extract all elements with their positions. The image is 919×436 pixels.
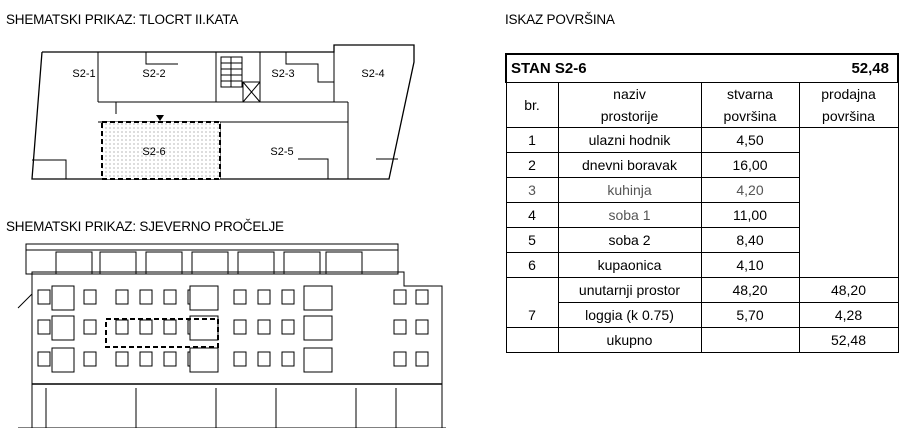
total-name: ukupno — [558, 328, 701, 353]
unit-label-s2-2: S2-2 — [142, 68, 166, 80]
interior-name: unutarnji prostor — [558, 278, 701, 303]
facade-balcony — [190, 286, 218, 310]
column-header-actual-1: stvarna — [701, 83, 799, 106]
column-header-no: br. — [506, 83, 558, 128]
facade-window — [84, 290, 96, 304]
floor-plan-drawing — [28, 42, 418, 187]
unit-label-s2-3: S2-3 — [271, 68, 295, 80]
facade-heading: SHEMATSKI PRIKAZ: SJEVERNO PROČELJE — [6, 219, 284, 234]
interior-sale-area: 48,20 — [799, 278, 898, 303]
room-sale-area-blank — [799, 128, 898, 278]
facade-window — [38, 320, 50, 334]
facade-window — [140, 320, 152, 334]
facade-window — [258, 290, 270, 304]
floor-plan-heading: SHEMATSKI PRIKAZ: TLOCRT II.KATA — [6, 12, 239, 27]
room-no: 2 — [506, 153, 558, 178]
room-name: kuhinja — [558, 178, 701, 203]
facade-window — [258, 320, 270, 334]
facade-balcony — [190, 348, 218, 372]
facade-window — [282, 320, 294, 334]
table-row — [506, 128, 898, 153]
interior-row — [506, 278, 898, 303]
facade-window — [416, 320, 428, 334]
loggia-sale-area: 4,28 — [799, 303, 898, 328]
facade-window — [282, 290, 294, 304]
facade-window — [84, 320, 96, 334]
loggia-row — [506, 303, 898, 328]
facade-window — [234, 290, 246, 304]
room-name: soba 1 — [558, 203, 701, 228]
room-no: 6 — [506, 253, 558, 278]
facade-window — [116, 290, 128, 304]
room-actual-area: 8,40 — [701, 228, 799, 253]
column-header-name-2: prostorije — [558, 105, 701, 128]
apartment-total-area: 52,48 — [799, 54, 898, 83]
facade-window — [116, 352, 128, 366]
room-name: ulazni hodnik — [558, 128, 701, 153]
facade-window — [416, 352, 428, 366]
column-header-sale-1: prodajna — [799, 83, 898, 106]
facade-window — [282, 352, 294, 366]
room-name: soba 2 — [558, 228, 701, 253]
facade-window — [234, 320, 246, 334]
facade-window — [164, 352, 176, 366]
facade-window — [84, 352, 96, 366]
room-actual-area: 11,00 — [701, 203, 799, 228]
facade-balcony — [304, 316, 332, 340]
facade-window — [394, 320, 406, 334]
interior-actual-area: 48,20 — [701, 278, 799, 303]
total-no-blank — [506, 328, 558, 353]
facade-window — [38, 290, 50, 304]
total-row — [506, 328, 898, 353]
facade-balcony — [52, 286, 74, 310]
area-table — [505, 53, 899, 353]
room-actual-area: 4,10 — [701, 253, 799, 278]
room-name: kupaonica — [558, 253, 701, 278]
facade-window — [140, 352, 152, 366]
facade-window — [234, 352, 246, 366]
facade-window — [258, 352, 270, 366]
facade-balcony — [52, 316, 74, 340]
room-no: 4 — [506, 203, 558, 228]
room-no: 3 — [506, 178, 558, 203]
facade-window — [164, 320, 176, 334]
room-name: dnevni boravak — [558, 153, 701, 178]
total-sale-area: 52,48 — [799, 328, 898, 353]
loggia-actual-area: 5,70 — [701, 303, 799, 328]
facade-window — [394, 290, 406, 304]
facade-window — [38, 352, 50, 366]
table-header-row-2 — [506, 105, 898, 128]
unit-label-s2-4: S2-4 — [361, 68, 385, 80]
loggia-name: loggia (k 0.75) — [558, 303, 701, 328]
table-header-row — [506, 83, 898, 106]
column-header-actual-2: površina — [701, 105, 799, 128]
facade-balcony — [304, 286, 332, 310]
column-header-name-1: naziv — [558, 83, 701, 106]
facade-balcony — [304, 348, 332, 372]
column-header-sale-2: površina — [799, 105, 898, 128]
room-actual-area: 16,00 — [701, 153, 799, 178]
unit-label-s2-6: S2-6 — [142, 146, 166, 158]
facade-drawing — [16, 238, 446, 428]
loggia-no: 7 — [506, 278, 558, 328]
unit-label-s2-5: S2-5 — [270, 146, 294, 158]
table-title-row — [506, 54, 898, 83]
area-statement-heading: ISKAZ POVRŠINA — [505, 12, 615, 27]
facade-window — [416, 290, 428, 304]
facade-window — [140, 290, 152, 304]
facade-window — [116, 320, 128, 334]
room-no: 5 — [506, 228, 558, 253]
unit-label-s2-1: S2-1 — [72, 68, 96, 80]
apartment-name: STAN S2-6 — [506, 54, 799, 83]
room-actual-area: 4,20 — [701, 178, 799, 203]
total-actual-blank — [701, 328, 799, 353]
facade-window — [164, 290, 176, 304]
room-no: 1 — [506, 128, 558, 153]
room-actual-area: 4,50 — [701, 128, 799, 153]
facade-window — [394, 352, 406, 366]
facade-balcony — [52, 348, 74, 372]
